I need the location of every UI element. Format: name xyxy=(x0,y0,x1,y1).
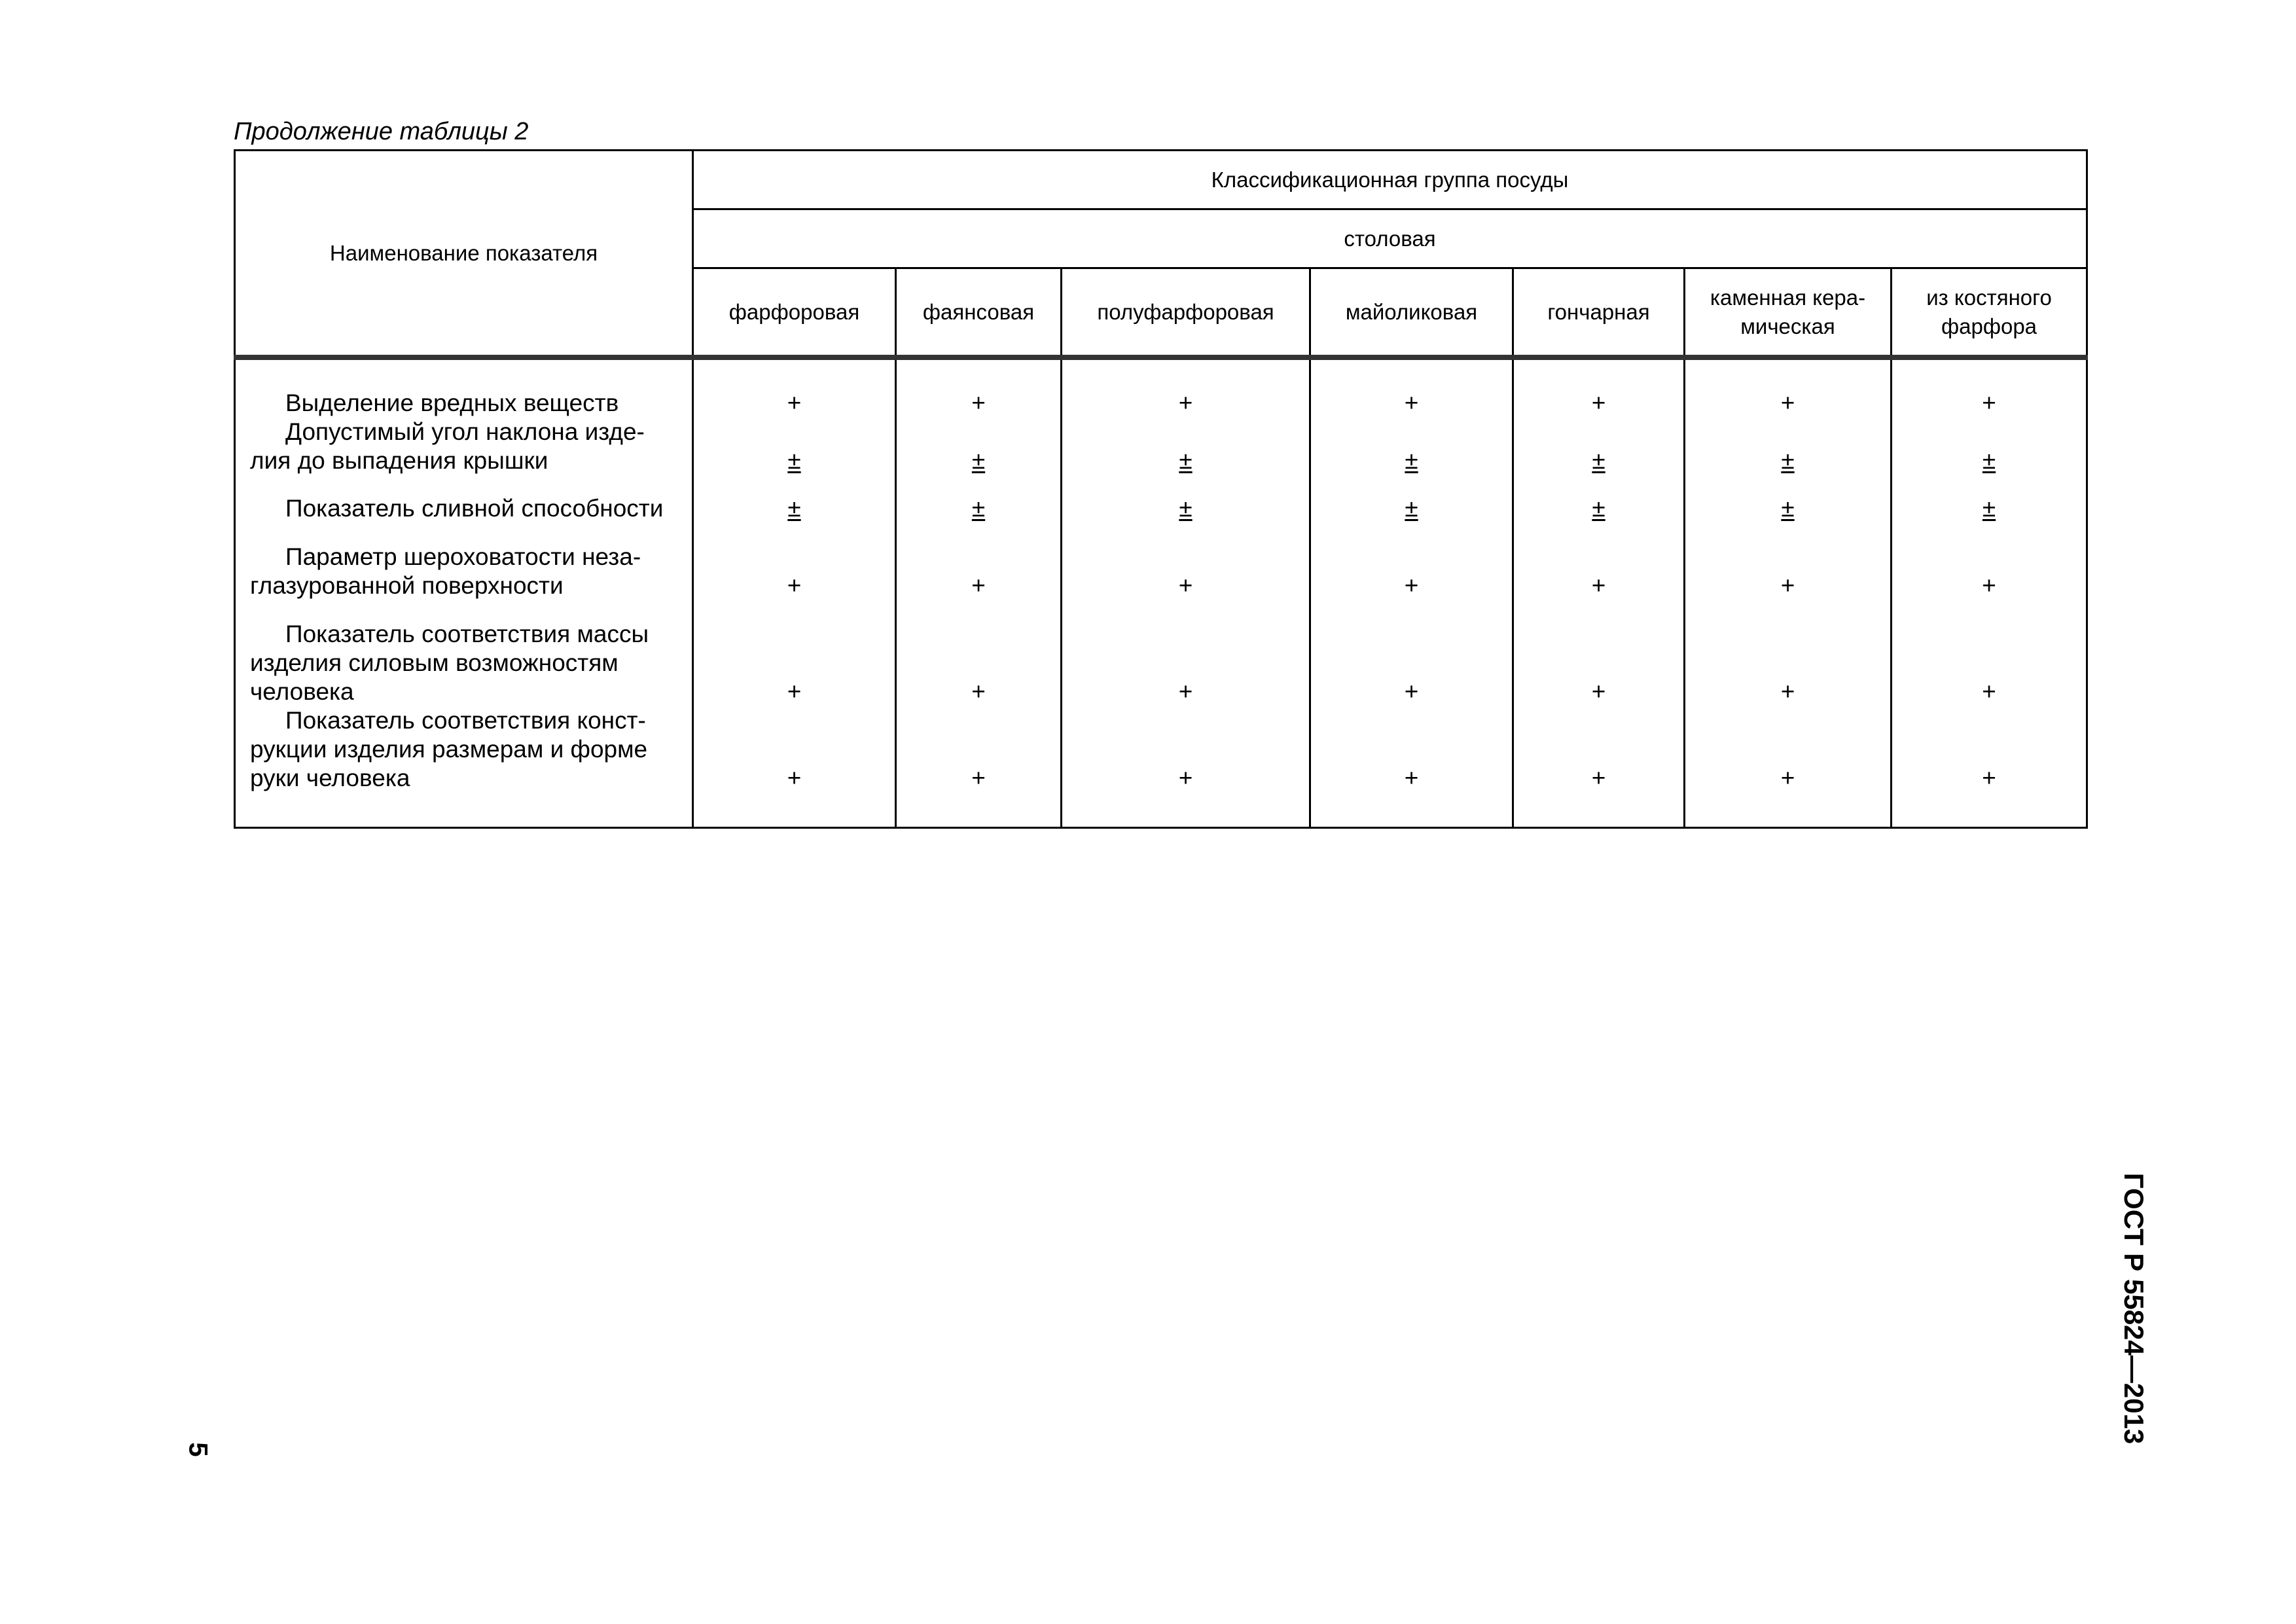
mark-value: + xyxy=(1404,389,1419,416)
group-header: Классификационная группа посуды xyxy=(693,151,2087,209)
mark-value: + xyxy=(971,678,986,705)
mark-value: + xyxy=(787,389,802,416)
indicator-name: Показатель соответствия массы изделия силовым возможностям человека xyxy=(250,621,649,705)
mark-cell xyxy=(1513,600,1685,706)
indicator-name: Показатель соответствия конст-рукции изделия размерам и форме руки человека xyxy=(250,707,648,791)
page-number: 5 xyxy=(183,1442,213,1457)
subgroup-header: столовая xyxy=(693,209,2087,268)
mark-value: ± xyxy=(1781,447,1795,474)
mark-cell xyxy=(1513,706,1685,828)
mark-value: + xyxy=(1404,572,1419,599)
mark-value: + xyxy=(1780,678,1795,705)
column-header: полуфарфоровая xyxy=(1062,268,1310,358)
mark-value: ± xyxy=(971,495,986,522)
mark-cell xyxy=(1892,600,2087,706)
column-header: майоликовая xyxy=(1310,268,1513,358)
name-column-header: Наименование показателя xyxy=(235,151,693,358)
mark-cell xyxy=(1062,600,1310,706)
mark-value: ± xyxy=(1592,447,1605,474)
mark-cell xyxy=(1892,523,2087,600)
mark-cell xyxy=(1062,706,1310,828)
mark-value: ± xyxy=(1405,495,1418,522)
column-header: фарфоровая xyxy=(693,268,896,358)
mark-cell xyxy=(693,600,896,706)
mark-value: ± xyxy=(1781,495,1795,522)
mark-cell xyxy=(1892,418,2087,475)
indicator-name-cell xyxy=(235,523,693,600)
mark-value: + xyxy=(1591,572,1606,599)
mark-cell xyxy=(896,418,1062,475)
mark-value: + xyxy=(1982,572,1996,599)
mark-value: ± xyxy=(1982,495,1996,522)
mark-value: + xyxy=(971,572,986,599)
indicator-name-cell xyxy=(235,600,693,706)
mark-value: + xyxy=(1982,765,1996,791)
mark-value: + xyxy=(1404,678,1419,705)
mark-value: + xyxy=(1404,765,1419,791)
table-row xyxy=(235,475,2087,523)
mark-cell xyxy=(896,523,1062,600)
mark-cell xyxy=(1310,475,1513,523)
mark-cell xyxy=(693,706,896,828)
mark-value: ± xyxy=(971,447,986,474)
mark-value: + xyxy=(1780,389,1795,416)
column-header: из костяного фарфора xyxy=(1892,268,2087,358)
indicator-name-cell xyxy=(235,706,693,828)
mark-value: + xyxy=(787,765,802,791)
mark-value: + xyxy=(971,389,986,416)
mark-cell xyxy=(1062,418,1310,475)
table-row xyxy=(235,523,2087,600)
mark-cell xyxy=(1513,475,1685,523)
indicator-name: Параметр шероховатости неза-глазурованной поверхности xyxy=(250,543,641,599)
mark-cell xyxy=(1062,523,1310,600)
indicator-name-cell xyxy=(235,418,693,475)
mark-cell xyxy=(1685,706,1892,828)
column-header: гончарная xyxy=(1513,268,1685,358)
mark-cell xyxy=(1685,418,1892,475)
table-row xyxy=(235,706,2087,828)
mark-cell xyxy=(1892,357,2087,418)
mark-cell xyxy=(1310,357,1513,418)
column-header: фаянсовая xyxy=(896,268,1062,358)
column-header: каменная кера-мическая xyxy=(1685,268,1892,358)
mark-value: + xyxy=(1591,389,1606,416)
table-row xyxy=(235,600,2087,706)
mark-cell xyxy=(1892,475,2087,523)
mark-cell xyxy=(693,357,896,418)
indicator-name-cell xyxy=(235,357,693,418)
table-row xyxy=(235,418,2087,475)
mark-value: + xyxy=(1780,572,1795,599)
mark-cell xyxy=(1062,357,1310,418)
mark-value: + xyxy=(1591,678,1606,705)
mark-cell xyxy=(1310,600,1513,706)
mark-cell xyxy=(1310,523,1513,600)
indicator-name: Показатель сливной способности xyxy=(285,495,664,522)
mark-value: + xyxy=(787,572,802,599)
mark-cell xyxy=(1513,357,1685,418)
mark-value: ± xyxy=(1179,495,1193,522)
mark-cell xyxy=(1310,706,1513,828)
mark-cell xyxy=(1892,706,2087,828)
mark-value: + xyxy=(971,765,986,791)
mark-cell xyxy=(1685,523,1892,600)
mark-value: + xyxy=(1178,765,1193,791)
table-caption: Продолжение таблицы 2 xyxy=(234,118,529,145)
mark-cell xyxy=(1513,418,1685,475)
mark-value: ± xyxy=(1592,495,1605,522)
table-row xyxy=(235,357,2087,418)
mark-cell xyxy=(1513,523,1685,600)
mark-value: ± xyxy=(1405,447,1418,474)
mark-cell xyxy=(693,475,896,523)
mark-cell xyxy=(693,523,896,600)
mark-value: + xyxy=(787,678,802,705)
mark-cell xyxy=(1685,600,1892,706)
mark-value: + xyxy=(1982,678,1996,705)
mark-cell xyxy=(896,475,1062,523)
mark-cell xyxy=(896,706,1062,828)
mark-value: ± xyxy=(1982,447,1996,474)
mark-value: ± xyxy=(1179,447,1193,474)
mark-value: ± xyxy=(787,495,801,522)
indicator-name-cell xyxy=(235,475,693,523)
mark-cell xyxy=(1685,475,1892,523)
mark-value: + xyxy=(1178,678,1193,705)
mark-cell xyxy=(1062,475,1310,523)
mark-cell xyxy=(896,357,1062,418)
mark-cell xyxy=(896,600,1062,706)
mark-value: + xyxy=(1780,765,1795,791)
mark-cell xyxy=(693,418,896,475)
standard-code: ГОСТ Р 55824—2013 xyxy=(2119,1172,2149,1445)
indicator-table xyxy=(234,149,2088,829)
mark-value: ± xyxy=(787,447,801,474)
indicator-name: Выделение вредных веществ xyxy=(285,389,619,416)
mark-value: + xyxy=(1178,572,1193,599)
mark-cell xyxy=(1310,418,1513,475)
mark-cell xyxy=(1685,357,1892,418)
indicator-name: Допустимый угол наклона изде-лия до выпадения крышки xyxy=(250,418,645,474)
mark-value: + xyxy=(1591,765,1606,791)
mark-value: + xyxy=(1982,389,1996,416)
mark-value: + xyxy=(1178,389,1193,416)
